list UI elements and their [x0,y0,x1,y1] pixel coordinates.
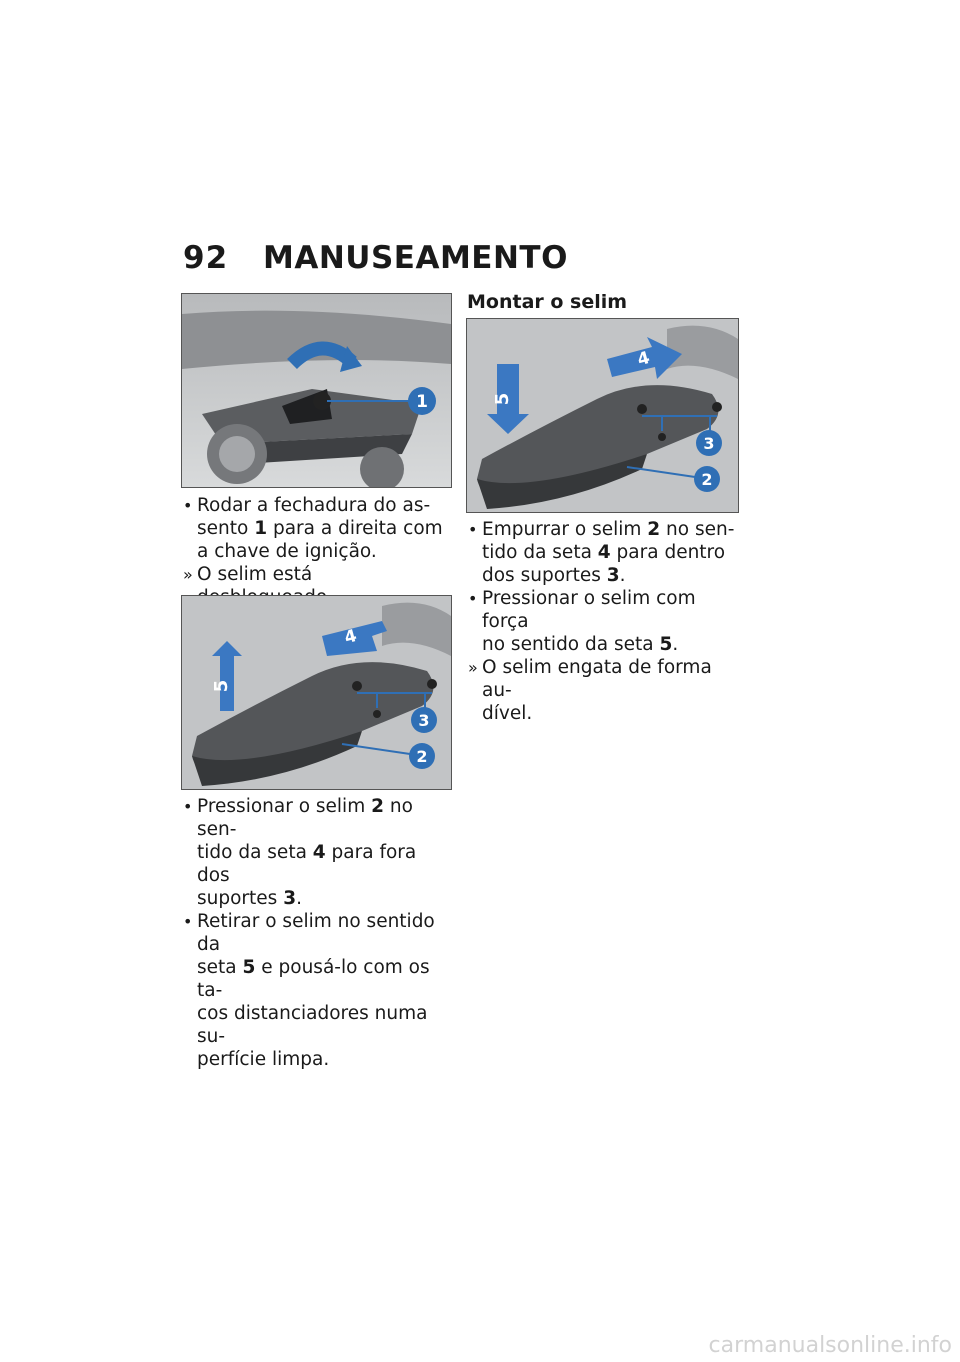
callout-label-2: 2 [416,747,428,766]
figure-seat-mounting [466,318,739,513]
instruction-remove-seat: • Retirar o selim no sentido da seta 5 e pousá-lo com os ta- cos distanciadores numa su- perfície limpa. [183,911,435,1070]
arrow-label-4: 4 [342,625,360,649]
callout-label-1: 1 [416,392,428,412]
callout-label-2: 2 [701,470,713,489]
left-text-block-2 [183,795,453,1071]
figure-seat-lock [181,293,452,488]
right-text-block [468,518,740,725]
instruction-push-seat: • Empurrar o selim 2 no sen- tido da seta 4 para dentro dos suportes 3. [468,519,735,586]
arrow-label-4: 4 [635,347,653,371]
bullet-marker: • [183,912,193,931]
page-header [183,240,568,276]
watermark: carmanualsonline.info [708,1333,952,1358]
section-heading: Montar o selim [467,291,628,313]
page-number: 92 [183,240,229,276]
left-text-block-1 [183,494,453,609]
bullet-marker: • [183,797,193,816]
result-engaged: » O selim engata de forma au- dível. [468,657,712,724]
callout-label-3: 3 [703,434,715,453]
instruction-press-seat: • Pressionar o selim 2 no sen- tido da seta 4 para fora dos suportes 3. [183,796,417,909]
instruction-press-firmly: • Pressionar o selim com força no sentido da seta 5. [468,588,696,655]
instruction-unlock: • Rodar a fechadura do as- sento 1 para a direita com a chave de ignição. [183,495,443,562]
bullet-marker: • [468,589,478,608]
arrow-label-5: 5 [211,679,232,693]
bullet-marker: • [183,496,193,515]
figure-seat-removal [181,595,452,790]
result-marker: » [468,658,478,677]
callout-label-3: 3 [418,711,430,730]
bullet-marker: • [468,520,478,539]
result-marker: » [183,565,193,584]
result-unlocked: » O selim está [183,564,313,585]
page-title: MANUSEAMENTO [263,240,568,276]
arrow-label-5: 5 [492,392,513,406]
